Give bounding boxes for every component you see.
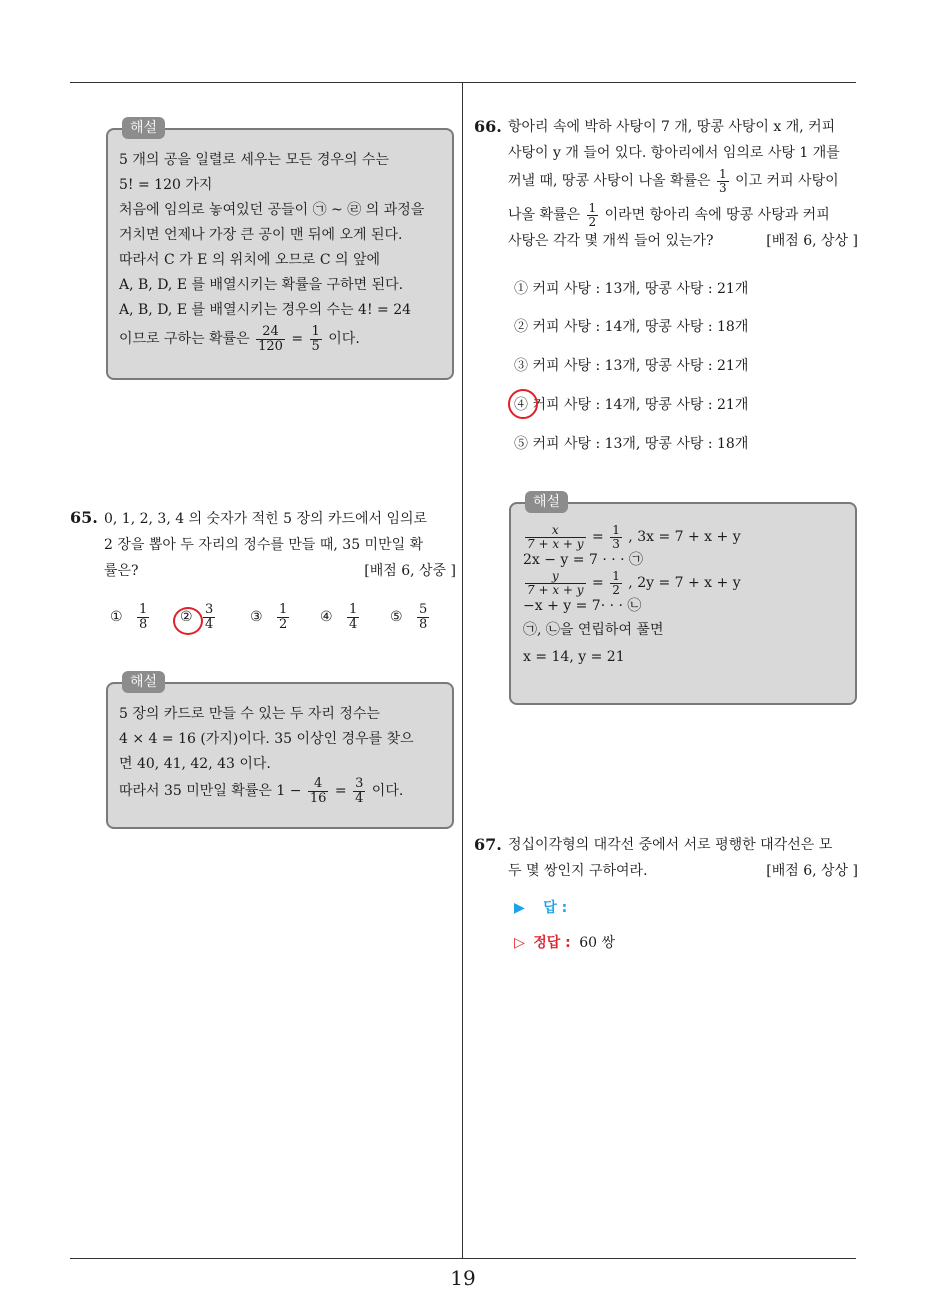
fraction xyxy=(256,325,285,353)
numerator: 1 xyxy=(612,569,620,584)
question-line xyxy=(508,168,858,194)
equation-line: −x + y = 7· · · ㉡ xyxy=(523,598,642,615)
fraction xyxy=(137,603,149,631)
choice-mark: ⑤ xyxy=(390,609,403,626)
numerator: 1 xyxy=(612,523,620,537)
text: 이라면 항아리 속에 땅콩 사탕과 커피 xyxy=(604,207,830,224)
choice-mark: ④ xyxy=(320,609,333,626)
denominator: 16 xyxy=(309,790,327,806)
question-text xyxy=(508,114,858,254)
question-text xyxy=(508,832,858,884)
equation-line xyxy=(523,524,741,550)
correct-value: 60 쌍 xyxy=(579,935,616,951)
top-rule xyxy=(70,82,856,83)
numerator: x xyxy=(525,524,586,538)
text: , 3x = 7 + x + y xyxy=(628,529,741,546)
fraction xyxy=(353,777,365,805)
solution-line: A, B, D, E 를 배열시키는 확률을 구하면 된다. xyxy=(119,277,404,293)
choice-5[interactable]: ⑤ 커피 사탕 : 13개, 땅콩 사탕 : 18개 xyxy=(514,436,749,452)
denominator: 7 + x + y xyxy=(527,536,584,551)
numerator: 1 xyxy=(279,602,288,617)
numerator: 1 xyxy=(588,201,597,216)
choice-4[interactable] xyxy=(320,603,361,631)
numerator: y xyxy=(525,570,586,584)
solution-box-2 xyxy=(106,674,454,829)
score-label: [배점 6, 상상 ] xyxy=(766,233,858,250)
numerator: 3 xyxy=(205,602,214,617)
choice-mark: ③ xyxy=(250,609,263,626)
question-line-text: 사탕은 각각 몇 개씩 들어 있는가? xyxy=(508,233,714,250)
choice-3[interactable] xyxy=(250,603,291,631)
denominator: 3 xyxy=(612,536,620,551)
denominator: 4 xyxy=(349,616,358,632)
score-label: [배점 6, 상중 ] xyxy=(364,563,456,579)
question-text xyxy=(104,506,456,584)
denominator: 2 xyxy=(612,582,620,597)
denominator: 5 xyxy=(311,338,320,354)
solution-line: ㉠, ㉡을 연립하여 풀면 xyxy=(523,622,664,639)
correct-answer-row xyxy=(514,932,615,952)
question-line xyxy=(508,202,858,228)
fraction xyxy=(203,603,215,631)
text: 이다. xyxy=(328,331,360,348)
denominator: 7 + x + y xyxy=(527,582,584,597)
fraction xyxy=(587,202,599,228)
solution-line: 면 40, 41, 42, 43 이다. xyxy=(119,756,271,772)
answer-arrow-icon: ▶ xyxy=(514,900,525,916)
numerator: 1 xyxy=(718,167,727,181)
text: 이다. xyxy=(371,783,404,800)
solution-box-3 xyxy=(509,494,857,705)
numerator: 4 xyxy=(308,777,329,792)
numerator: 5 xyxy=(419,602,428,617)
equals: = xyxy=(592,529,604,546)
selected-answer-circle xyxy=(508,389,538,419)
solution-line: 거치면 언제나 가장 큰 공이 맨 뒤에 오게 된다. xyxy=(119,227,403,243)
denominator: 2 xyxy=(279,616,288,632)
solution-line: 4 × 4 = 16 (가지)이다. 35 이상인 경우를 찾으 xyxy=(119,731,414,747)
fraction xyxy=(525,524,586,550)
numerator: 1 xyxy=(139,602,148,617)
question-line-text: 률은? xyxy=(104,563,139,579)
numerator: 24 xyxy=(256,325,285,340)
solution-label: 해설 xyxy=(525,491,568,513)
solution-box-1 xyxy=(106,120,454,380)
fraction xyxy=(310,325,322,353)
question-line: 0, 1, 2, 3, 4 의 숫자가 적힌 5 장의 카드에서 임의로 xyxy=(104,511,428,527)
text: 따라서 35 미만일 확률은 1 − xyxy=(119,783,302,800)
denominator: 4 xyxy=(355,790,364,806)
denominator: 8 xyxy=(419,616,428,632)
equation-line: 2x − y = 7 · · · ㉠ xyxy=(523,552,644,569)
denominator: 4 xyxy=(205,616,214,632)
page-number: 19 xyxy=(450,1266,476,1290)
solution-line: 5 장의 카드로 만들 수 있는 두 자리 정수는 xyxy=(119,706,380,722)
denominator: 2 xyxy=(588,214,597,229)
fraction xyxy=(717,168,729,194)
choice-mark: ① xyxy=(110,609,123,626)
fraction xyxy=(277,603,289,631)
question-line xyxy=(508,858,858,884)
question-line xyxy=(508,228,858,254)
fraction xyxy=(525,570,586,596)
numerator: 1 xyxy=(311,324,320,339)
question-line: 2 장을 뽑아 두 자리의 정수를 만들 때, 35 미만일 확 xyxy=(104,537,424,553)
denominator: 8 xyxy=(139,616,148,632)
choice-1[interactable] xyxy=(110,603,151,631)
question-number: 65. xyxy=(70,508,98,527)
equals: = xyxy=(291,331,304,348)
column-divider xyxy=(462,83,463,1258)
fraction xyxy=(347,603,359,631)
solution-label: 해설 xyxy=(122,117,165,139)
text: 이므로 구하는 확률은 xyxy=(119,331,250,348)
solution-line: 처음에 임의로 놓여있던 공들이 ㉠ ~ ㉣ 의 과정을 xyxy=(119,202,425,218)
text: 꺼낼 때, 땅콩 사탕이 나올 확률은 xyxy=(508,173,711,190)
solution-line: 따라서 C 가 E 의 위치에 오므로 C 의 앞에 xyxy=(119,252,381,268)
solution-label: 해설 xyxy=(122,671,165,693)
correct-arrow-icon: ▷ xyxy=(514,935,525,951)
answer-label: 답 : xyxy=(543,900,568,916)
choice-3[interactable]: ③ 커피 사탕 : 13개, 땅콩 사탕 : 21개 xyxy=(514,358,749,374)
question-number: 67. xyxy=(474,835,502,854)
choice-mark: ② xyxy=(180,609,193,626)
fraction xyxy=(308,777,329,805)
question-number: 66. xyxy=(474,117,502,136)
choice-1[interactable]: ① 커피 사탕 : 13개, 땅콩 사탕 : 21개 xyxy=(514,281,749,297)
choice-5[interactable] xyxy=(390,603,431,631)
equals: = xyxy=(334,783,347,800)
selected-answer-circle xyxy=(173,607,203,635)
score-label: [배점 6, 상상 ] xyxy=(766,863,858,879)
question-line: 항아리 속에 박하 사탕이 7 개, 땅콩 사탕이 x 개, 커피 xyxy=(508,119,836,135)
fraction xyxy=(417,603,429,631)
solution-line: 5 개의 공을 일렬로 세우는 모든 경우의 수는 xyxy=(119,152,389,168)
choice-4[interactable]: ④ 커피 사탕 : 14개, 땅콩 사탕 : 21개 xyxy=(514,397,749,413)
correct-label: 정답 : xyxy=(533,935,571,951)
solution-line xyxy=(119,325,424,353)
fraction xyxy=(610,570,622,596)
fraction xyxy=(610,524,622,550)
text: 나올 확률은 xyxy=(508,207,581,224)
solution-line xyxy=(119,777,414,805)
text: , 2y = 7 + x + y xyxy=(628,575,741,592)
denominator: 120 xyxy=(258,338,283,354)
question-line-text: 두 몇 쌍인지 구하여라. xyxy=(508,863,648,879)
numerator: 3 xyxy=(355,776,364,791)
answer-row xyxy=(514,897,567,917)
equals: = xyxy=(592,575,604,592)
question-line: 사탕이 y 개 들어 있다. 항아리에서 임의로 사탕 1 개를 xyxy=(508,145,840,161)
question-line: 정십이각형의 대각선 중에서 서로 평행한 대각선은 모 xyxy=(508,837,833,853)
question-line xyxy=(104,558,456,584)
choice-2[interactable]: ② 커피 사탕 : 14개, 땅콩 사탕 : 18개 xyxy=(514,319,749,335)
bottom-rule xyxy=(70,1258,856,1259)
equation-line xyxy=(523,570,741,596)
solution-line: x = 14, y = 21 xyxy=(523,649,625,666)
denominator: 3 xyxy=(718,180,727,195)
text: 이고 커피 사탕이 xyxy=(735,173,839,190)
numerator: 1 xyxy=(349,602,358,617)
solution-line: 5! = 120 가지 xyxy=(119,177,213,193)
solution-line: A, B, D, E 를 배열시키는 경우의 수는 4! = 24 xyxy=(119,302,412,318)
